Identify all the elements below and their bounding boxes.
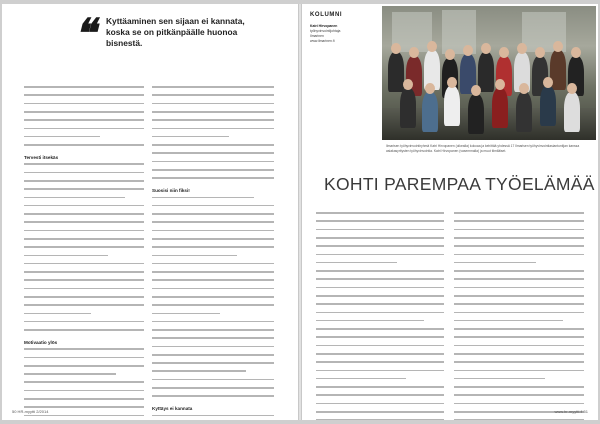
section-label: KOLUMNI [310,12,343,18]
text-line [454,220,584,226]
page-footer-left: 50 HR-myytti 2/2014 [12,409,49,414]
pull-quote: Kyttäaminen sen sijaan ei kannata, koska se on pitkänpäälle huonoa bisnestä. [106,16,245,49]
subheading: Tervesti itsekäs [24,155,59,161]
text-line [152,213,274,219]
text-line [152,238,274,244]
left-column-2 [152,84,274,420]
person-head [447,77,457,88]
text-line [152,169,274,175]
text-line [24,180,144,186]
person-head [571,47,581,58]
text-line [316,245,444,251]
text-line [152,370,274,376]
person-head [543,77,553,88]
text-line [24,288,144,294]
text-line [454,345,584,351]
text-line [454,394,584,400]
person-head [391,43,401,54]
group-photo [382,6,596,140]
author-web: www.ilmarinen.fi [310,39,335,43]
text-line [316,229,444,235]
text-line [454,254,584,260]
text-line [152,304,274,310]
text-line [24,263,144,269]
text-line [152,354,274,360]
text-line [454,328,584,334]
person-head [409,47,419,58]
text-line [316,336,444,342]
text-line [454,403,584,409]
text-line [24,128,144,134]
text-line [24,373,144,379]
page-footer-right: www.hr-myytti.fi 51 [554,409,588,414]
text-line [24,415,144,420]
person-head [519,83,529,94]
text-line [454,320,584,326]
quote-mark-icon: ❝ [74,10,96,57]
text-line [24,205,144,211]
author-block [310,24,340,44]
person-head [499,47,509,58]
person-figure [492,88,508,128]
text-line [316,361,444,367]
text-line [24,213,144,219]
text-line [316,353,444,359]
text-line [454,287,584,293]
text-line [454,370,584,376]
text-line [454,336,584,342]
text-line [316,212,444,218]
text-line [24,271,144,277]
text-line [454,312,584,318]
text-line [24,279,144,285]
text-line [24,86,144,92]
text-line [152,103,274,109]
text-line [454,353,584,359]
text-line [152,288,274,294]
person-figure [540,86,556,126]
text-line [316,270,444,276]
text-line [152,197,274,203]
text-line [24,172,144,178]
text-line [24,119,144,125]
text-line [152,86,274,92]
text-line [454,212,584,218]
person-head [463,45,473,56]
text-line [24,238,144,244]
text-line [24,348,144,354]
text-line [316,328,444,334]
person-head [517,43,527,54]
text-line [316,220,444,226]
person-figure [564,92,580,132]
right-column-2 [454,210,584,420]
text-line [316,287,444,293]
person-figure [478,52,494,92]
person-figure [400,88,416,128]
text-line [152,271,274,277]
person-figure [468,94,484,134]
left-page [2,4,298,420]
text-line [24,221,144,227]
text-line [24,111,144,117]
text-line [152,337,274,343]
text-line [152,119,274,125]
text-line [24,197,144,203]
text-line [152,263,274,269]
text-line [316,254,444,260]
text-line [24,381,144,387]
text-line [24,329,144,335]
person-head [471,85,481,96]
person-head [445,49,455,60]
person-head [495,79,505,90]
right-column-1 [316,210,444,420]
text-line [454,419,584,420]
right-page [302,4,598,420]
text-line [24,94,144,100]
text-line [316,295,444,301]
text-line [152,296,274,302]
text-line [454,295,584,301]
text-line [316,403,444,409]
text-line [316,394,444,400]
photo-caption: Ilmarisen työhyvinvointiryhmä Katri Hirvopanen (oikealla) kokoaa ja kehittää yhdessä 17 Ilmarisen työhyvinvointiasiantuntijan kanssa asiakasyritysten työhyvinvointia. Katri Hirvopanen (vasemmalla) ja muut tiimiläiset. [386,144,580,153]
text-line [316,320,444,326]
text-line [24,365,144,371]
text-line [152,230,274,236]
person-head [481,43,491,54]
person-figure [422,92,438,132]
text-line [454,378,584,384]
text-line [152,321,274,327]
author-company: Ilmarinen [310,34,324,38]
text-line [152,329,274,335]
text-line [454,303,584,309]
text-line [152,221,274,227]
text-line [152,279,274,285]
text-line [316,419,444,420]
text-line [24,103,144,109]
text-line [454,262,584,268]
text-line [454,386,584,392]
subheading: Suosisi niin fiksi! [152,188,190,194]
person-head [553,41,563,52]
text-line [152,152,274,158]
text-line [152,205,274,211]
left-column-1 [24,84,144,420]
text-line [454,245,584,251]
text-line [152,136,274,142]
text-line [152,177,274,183]
text-line [454,278,584,284]
subheading: Kyttäys ei kannata [152,406,193,412]
text-line [316,411,444,417]
text-line [24,230,144,236]
text-line [24,255,144,261]
text-line [316,278,444,284]
text-line [24,136,144,142]
text-line [24,313,144,319]
text-line [316,370,444,376]
text-line [24,390,144,396]
text-line [24,321,144,327]
text-line [316,312,444,318]
text-line [24,398,144,404]
text-line [152,313,274,319]
text-line [24,188,144,194]
text-line [24,357,144,363]
text-line [316,386,444,392]
author-role: työhyvinvointijohtaja [310,29,341,33]
person-head [567,83,577,94]
person-figure [388,52,404,92]
text-line [316,345,444,351]
person-head [535,47,545,58]
text-line [152,346,274,352]
person-head [425,83,435,94]
text-line [152,94,274,100]
text-line [152,395,274,401]
text-line [454,229,584,235]
text-line [152,128,274,134]
text-line [152,161,274,167]
text-line [454,361,584,367]
text-line [152,362,274,368]
article-headline: KOHTI PAREMPAA TYÖELÄMÄÄ [324,174,595,194]
text-line [24,296,144,302]
text-line [454,270,584,276]
text-line [152,111,274,117]
person-head [427,41,437,52]
text-line [24,163,144,169]
text-line [152,144,274,150]
text-line [24,304,144,310]
text-line [152,415,274,420]
person-figure [516,92,532,132]
text-line [316,262,444,268]
text-line [152,387,274,393]
text-line [152,255,274,261]
text-line [152,379,274,385]
author-name: Katri Hirvopanen [310,24,338,28]
text-line [24,144,144,150]
person-figure [444,86,460,126]
person-head [403,79,413,90]
text-line [316,303,444,309]
text-line [316,237,444,243]
subheading: Motivaatio ylös [24,340,58,346]
text-line [316,378,444,384]
text-line [454,237,584,243]
text-line [24,246,144,252]
text-line [152,246,274,252]
